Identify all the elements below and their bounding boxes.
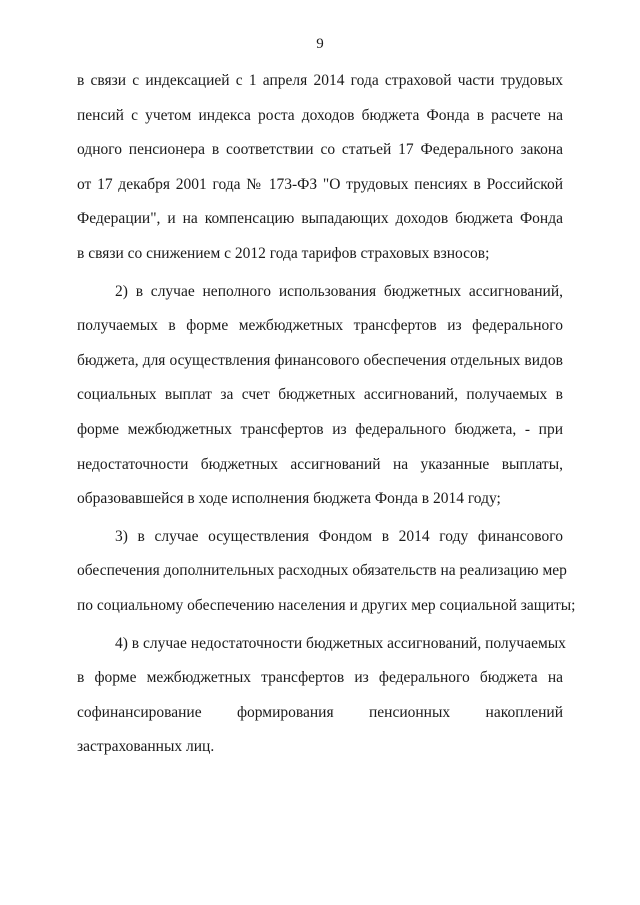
paragraph-4 — [77, 627, 566, 765]
paragraph-line: софинансирование формирования пенсионных накоплений — [77, 703, 563, 721]
paragraph-line: застрахованных лиц. — [77, 738, 215, 756]
paragraph-line: недостаточности бюджетных ассигнований на указанные выплаты, — [77, 455, 563, 473]
page-number: 9 — [316, 36, 324, 52]
paragraph-line: образовавшейся в ходе исполнения бюджета Фонда в 2014 году; — [77, 490, 501, 508]
paragraph-line: форме межбюджетных трансфертов из федерального бюджета, - при — [77, 420, 563, 438]
paragraph-line: 2) в случае неполного использования бюджетных ассигнований, — [115, 282, 563, 300]
paragraph-line: бюджета, для осуществления финансового обеспечения отдельных видов — [77, 351, 563, 369]
paragraph-line: в связи со снижением с 2012 года тарифов страховых взносов; — [77, 244, 490, 262]
paragraph-line: получаемых в форме межбюджетных трансфертов из федерального — [77, 317, 563, 335]
paragraph-line: 3) в случае осуществления Фондом в 2014 году финансового — [115, 527, 563, 545]
paragraph-line: пенсий с учетом индекса роста доходов бюджета Фонда в расчете на — [77, 106, 563, 124]
paragraph-line: от 17 декабря 2001 года № 173-ФЗ "О трудовых пенсиях в Российской — [77, 175, 563, 193]
paragraph-line: Федерации", и на компенсацию выпадающих доходов бюджета Фонда — [77, 210, 563, 228]
document-body — [77, 64, 576, 765]
paragraph-2 — [77, 275, 563, 517]
paragraph-line: одного пенсионера в соответствии со статьей 17 Федерального закона — [77, 141, 563, 159]
paragraph-line: обеспечения дополнительных расходных обязательств на реализацию мер — [77, 562, 567, 580]
paragraph-3 — [77, 520, 576, 624]
paragraph-line: в связи с индексацией с 1 апреля 2014 года страховой части трудовых — [77, 72, 563, 89]
paragraph-line: в форме межбюджетных трансфертов из федерального бюджета на — [77, 669, 563, 687]
paragraph-line: по социальному обеспечению населения и других мер социальной защиты; — [77, 596, 576, 614]
paragraph-line: социальных выплат за счет бюджетных ассигнований, получаемых в — [77, 386, 563, 404]
paragraph-line: 4) в случае недостаточности бюджетных ассигнований, получаемых — [115, 634, 566, 652]
paragraph-1 — [77, 64, 563, 272]
